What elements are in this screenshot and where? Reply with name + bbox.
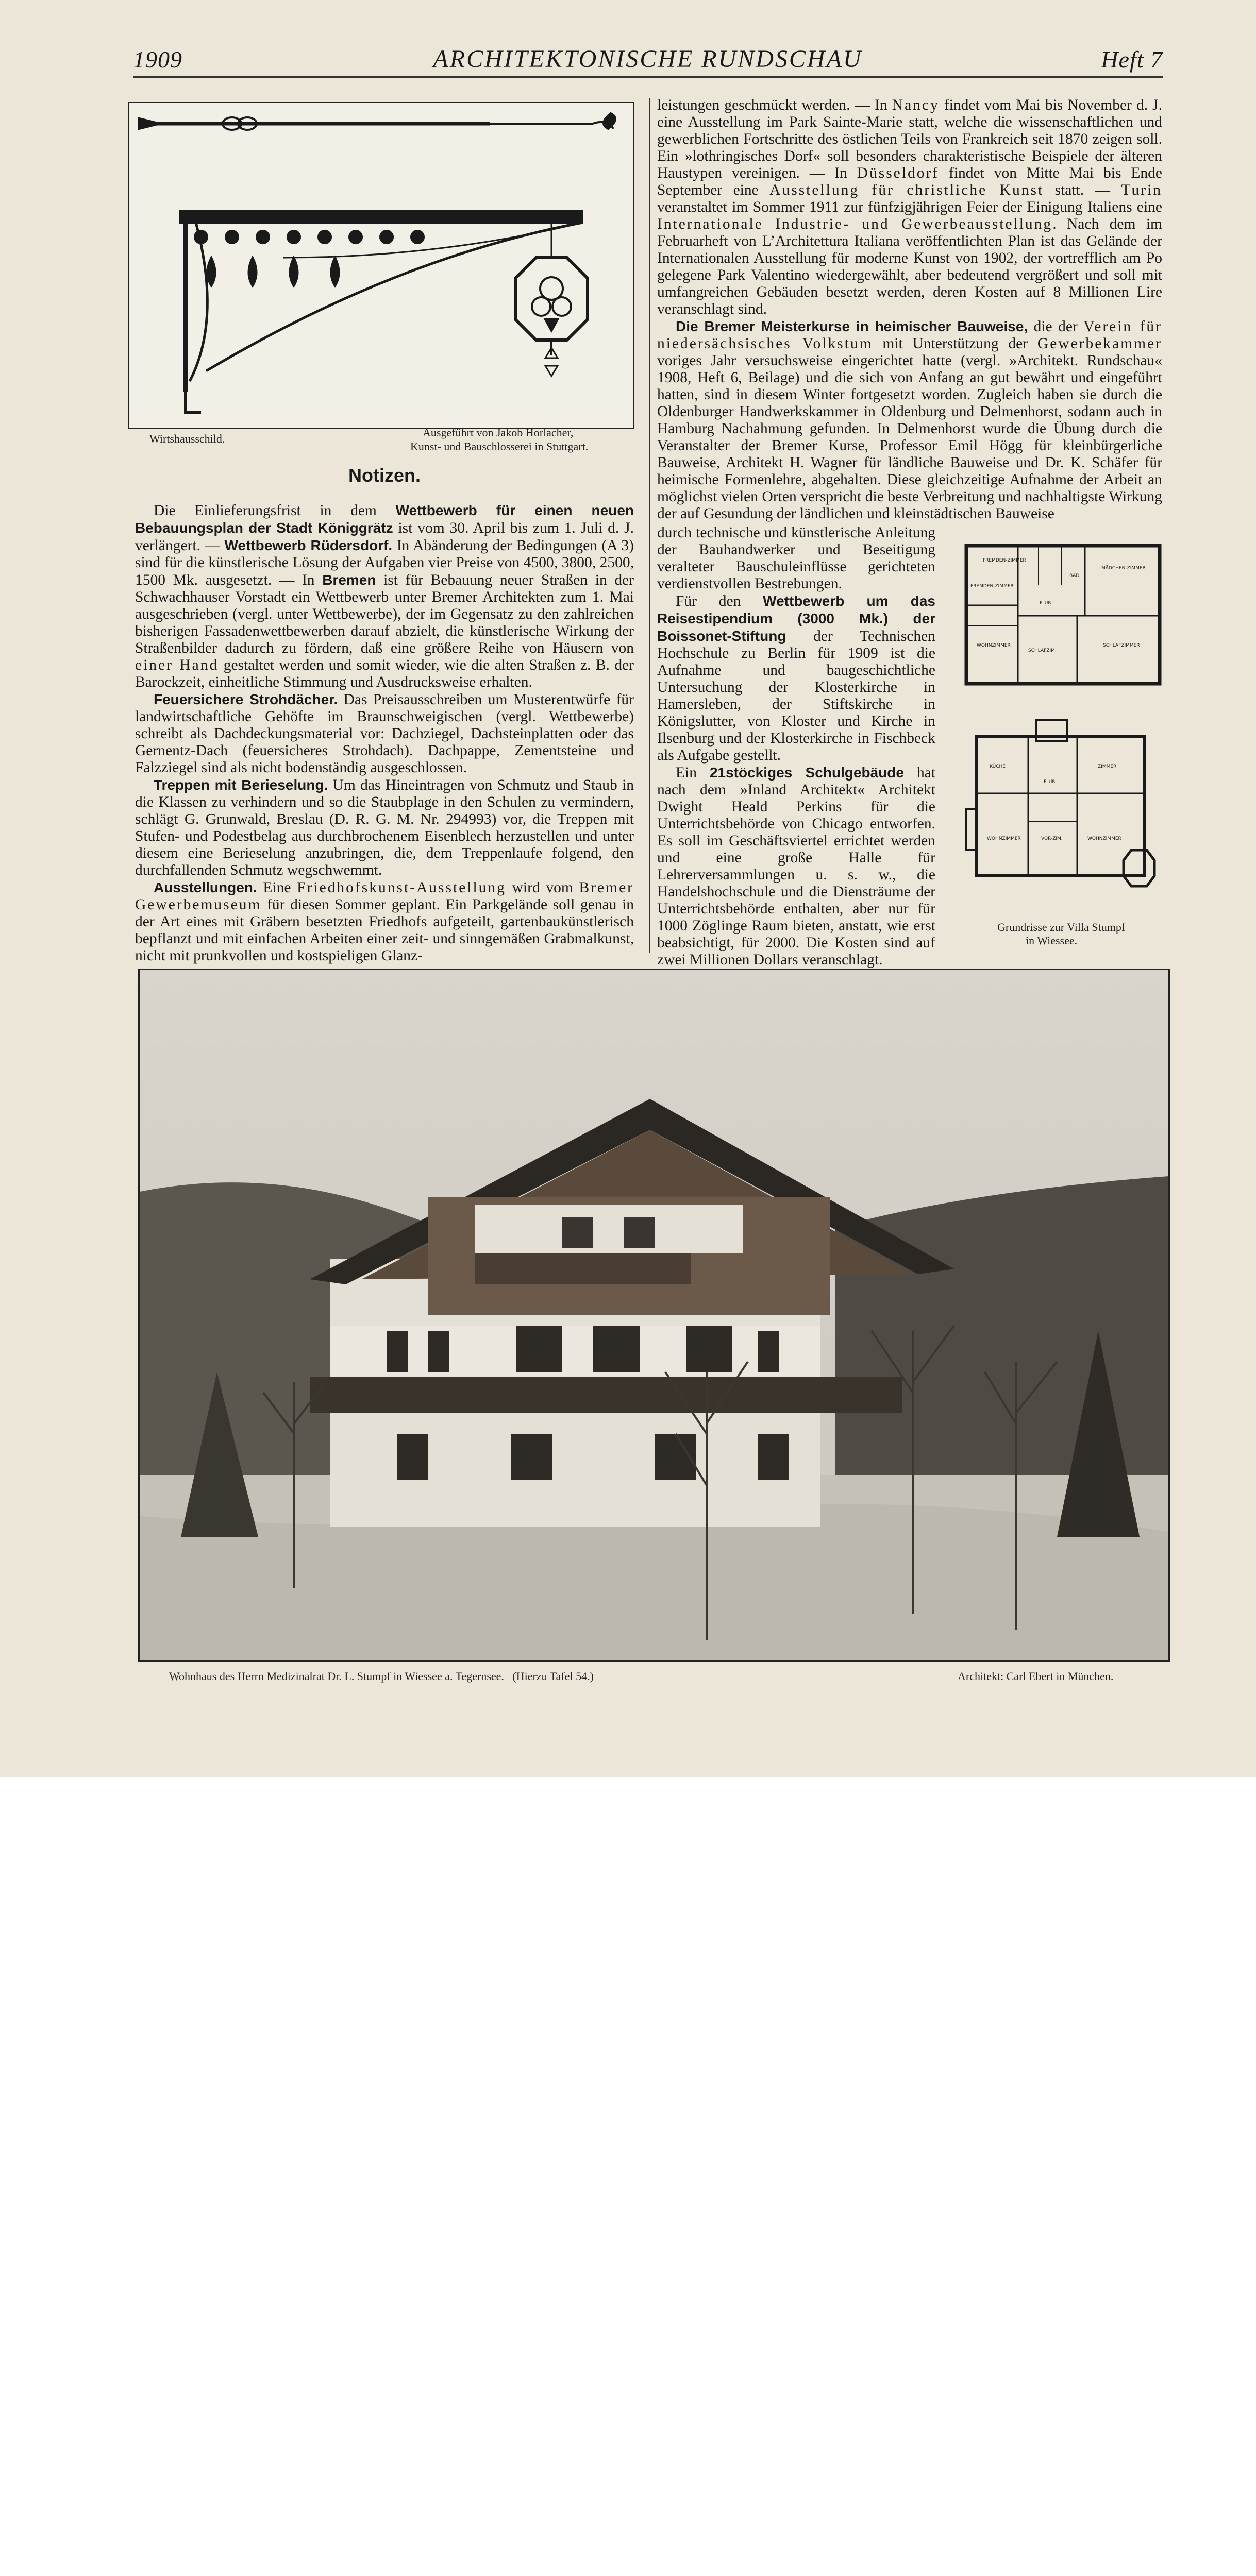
plan-label-13: WOHNZIMMER bbox=[987, 836, 1021, 841]
plan-label-14: WOHNZIMMER bbox=[1087, 836, 1121, 841]
plan-label-8: SCHLAFZIMMER bbox=[1103, 643, 1140, 648]
plan-label-2: MÄDCHEN-ZIMMER bbox=[1101, 566, 1146, 571]
plan-label-1: FREMDEN-ZIMMER bbox=[983, 558, 1026, 563]
floor-plans bbox=[961, 538, 1165, 945]
right-narrow-column bbox=[657, 524, 936, 968]
plan-label-9: KÜCHE bbox=[990, 764, 1006, 769]
paragraph-meisterkurse: Die Bremer Meisterkurse in heimischer Bauweise, die der Verein für niedersächsisches Volkstum mit Unterstützung der Gewerbekammer voriges Jahr versuchsweise eingerichtet hatte (vergl. »Architekt. Rundschau« 1908, Heft 6, Beilage) und die sich von Anfang an gut bewährt und eingeführt hatten, sind in diesem Winter fortgesetzt worden. Zugleich haben sie durch die Oldenburger Handwerkskammer in Oldenburg und Delmenhorst, sodann auch in Hamburg Nachahmung gefunden. In Delmenhorst wurde die Übung durch die Veranstalter der Bremer Kurse, Professor Emil Högg für kleinbürgerliche Bauweise, Architekt H. Wagner für ländliche Bauweise und Dr. K. Schäfer für heimische Formenlehre, abgehalten. Diese gleichzeitige Aufnahme der Arbeit an möglichst vielen Orten verspricht die beste Verbreitung und nachhaltigste Wirkung der auf Gesundung der ländlichen und kleinstädtischen Bauweise bbox=[657, 318, 1163, 522]
footer-bar bbox=[0, 1777, 1256, 1867]
paragraph-meisterkurse-cont: durch technische und künstlerische Anleitung der Bauhandwerker und Beseitigung veralteter Bauschuleinflüsse gerichteten verdienstvollen Bestrebungen. bbox=[657, 524, 935, 592]
paragraph-wettbewerbe: Die Einlieferungsfrist in dem Wettbewerb für einen neuen Bebauungsplan der Stadt Königgrätz ist vom 30. April bis zum 1. Juli d. J. verlängert. — Wettbewerb Rüdersdorf. In Abänderung der Bedingungen (A 3) sind für die künstlerische Lösung der Aufgaben vier Preise von 4500, 3800, 2500, 1500 Mk. ausgesetzt. — In Bremen ist für Bebauung neuer Straßen in der Schwachhauser Vorstadt ein Wettbewerb unter Bremer Architekten zum 1. Mai ausgeschrieben (vergl. unter Wettbewerbe), der im Gegensatz zu den zahlreichen bisherigen Fassadenwettbewerben darauf abzielt, die künstlerische Wirkung der Straßenbilder dadurch zu fördern, daß eine größere Reihe von Häusern von einer Hand gestaltet werden und somit wieder, wie die alten Straßen z. B. der Barockzeit, einheitliche Stimmung und Ausdrucksweise erhalten. bbox=[135, 502, 634, 690]
column-rule bbox=[649, 98, 650, 953]
photo-caption-left: Wohnhaus des Herrn Medizinalrat Dr. L. Stumpf in Wiessee a. Tegernsee. (Hierzu Tafel 54.) bbox=[169, 1670, 594, 1683]
header-issue: Heft 7 bbox=[1101, 46, 1163, 73]
paragraph-ausstellungen: Ausstellungen. Eine Friedhofskunst-Ausstellung wird vom Bremer Gewerbemuseum für diesen Sommer geplant. Ein Parkgelände soll genau in der Art eines mit Gräbern besetzten Friedhofs aufgeteilt, gartenbaukünstlerisch bepflanzt und mit einfachen Arbeiten einer zeit- und sinngemäßen Grabmalkunst, nicht mit prunkvollen und kostspieligen Glanz- bbox=[135, 879, 634, 964]
paragraph-treppen: Treppen mit Berieselung. Um das Hineintragen von Schmutz und Staub in die Klassen zu verhindern und so die Staubplage in den Schulen zu vermindern, schlägt G. Grunwald, Breslau (D. R. G. M. Nr. 294993) vor, die Treppen mit Stufen- und Podestbelag aus durchbrochenem Eisenblech herzustellen und unter diesem eine Berieselung anzubringen, die, dem Treppenlaufe folgend, den durchfallenden Schmutz wegschwemmt. bbox=[135, 777, 634, 878]
running-header bbox=[133, 45, 1163, 78]
paragraph-strohdaecher: Feuersichere Strohdächer. Das Preisausschreiben um Musterentwürfe für landwirtschaftliche Gehöfte im Braunschweigischen (vergl. Wettbewerbe) schreibt als Dachdeckungsmaterial vor: Dachziegel, Dachsteinplatten oder das Gernentz-Dach (feuersicheres Strohdach). Dachpappe, Zementsteine und Falzziegel sind als nicht bodenständig ausgeschlossen. bbox=[135, 691, 634, 776]
plan-label-6: WOHNZIMMER bbox=[977, 643, 1011, 648]
paragraph-reisestipendium: Für den Wettbewerb um das Reisestipendium (3000 Mk.) der Boissonet-Stiftung der Technischen Hochschule zu Berlin für 1909 ist die Aufnahme und baugeschichtliche Untersuchung der Klosterkirche in Hamersleben, der Stiftskirche in Königslutter, von Kloster und Kirche in Ilsenburg und der Klosterkirche in Fischbeck als Aufgabe gestellt. bbox=[657, 593, 935, 764]
sign-caption-right-1: Ausgeführt von Jakob Horlacher, bbox=[423, 426, 574, 439]
sign-caption-right-2: Kunst- und Bauschlosserei in Stuttgart. bbox=[410, 440, 589, 453]
sign-caption-left: Wirtshausschild. bbox=[149, 432, 225, 445]
paragraph-ausstellungen-cont: leistungen geschmückt werden. — In Nancy findet vom Mai bis November d. J. eine Ausstellung im Park Sainte-Marie statt, welche die wissenschaftlichen und gewerblichen Fortschritte des östlichen Teils von Frankreich seit 1870 zeigen soll. Ein »lothringisches Dorf« soll besonders charakteristische Beispiele der älteren Haustypen vereinigen. — In Düsseldorf findet von Mitte Mai bis Ende September eine Ausstellung für christliche Kunst statt. — Turin veranstaltet im Sommer 1911 zur fünfzigjährigen Feier der Einigung Italiens eine Internationale Industrie- und Gewerbeausstellung. Nach dem im Februarheft von L’Architettura Italiana veröffentlichten Plan ist das Gelände der Internationalen Ausstellung für moderne Kunst von 1902, der vortrefflich am Po gelegene Park Valentino wiedergewählt, aber bedeutend vergrößert und soll mit umfangreichen Gebäuden besetzt werden, deren Kosten auf 8 Millionen Lire veranschlagt sind. bbox=[657, 97, 1162, 317]
header-journal-title: ARCHITEKTONISCHE RUNDSCHAU bbox=[433, 45, 863, 73]
plan-label-4: FLUR bbox=[1040, 601, 1051, 606]
plan-label-11: FLUR bbox=[1044, 779, 1056, 785]
villa-photo-image bbox=[140, 970, 1168, 1660]
sign-illustration bbox=[128, 102, 634, 429]
header-year: 1909 bbox=[133, 46, 182, 73]
wrought-iron-sign-image bbox=[129, 103, 633, 428]
villa-photograph bbox=[138, 969, 1170, 1662]
plan-label-7: SCHLAFZIM. bbox=[1028, 648, 1057, 653]
notizen-heading: Notizen. bbox=[348, 465, 421, 486]
right-text-column bbox=[657, 97, 1162, 530]
plans-caption-2: in Wiessee. bbox=[1026, 934, 1078, 947]
floor-plan-lower bbox=[961, 716, 1165, 902]
plan-label-3: BAD bbox=[1069, 573, 1080, 579]
left-text-column bbox=[135, 463, 634, 964]
plan-label-5: FREMDEN-ZIMMER bbox=[970, 584, 1014, 589]
paragraph-schulgebaeude: Ein 21stöckiges Schulgebäude hat nach dem »Inland Architekt« Architekt Dwight Heald Perkins für die Unterrichtsbehörde von Chicago entworfen. Es soll im Geschäftsviertel errichtet werden und eine große Halle für Lehrerversammlungen u. s. w., die Handelshochschule und die Diensträume der Unterrichtsbehörde enthalten, aber nur für 1000 Zöglinge Raum bieten, anstatt, wie erst beabsichtigt, für 2000. Die Kosten sind auf zwei Millionen Dollars veranschlagt. bbox=[657, 765, 936, 968]
plan-label-10: ZIMMER bbox=[1098, 764, 1117, 769]
floor-plan-upper bbox=[961, 538, 1165, 693]
plan-label-12: VOR-ZIM. bbox=[1041, 836, 1063, 841]
plans-caption-1: Grundrisse zur Villa Stumpf bbox=[997, 921, 1126, 934]
photo-caption-right: Architekt: Carl Ebert in München. bbox=[958, 1670, 1114, 1683]
